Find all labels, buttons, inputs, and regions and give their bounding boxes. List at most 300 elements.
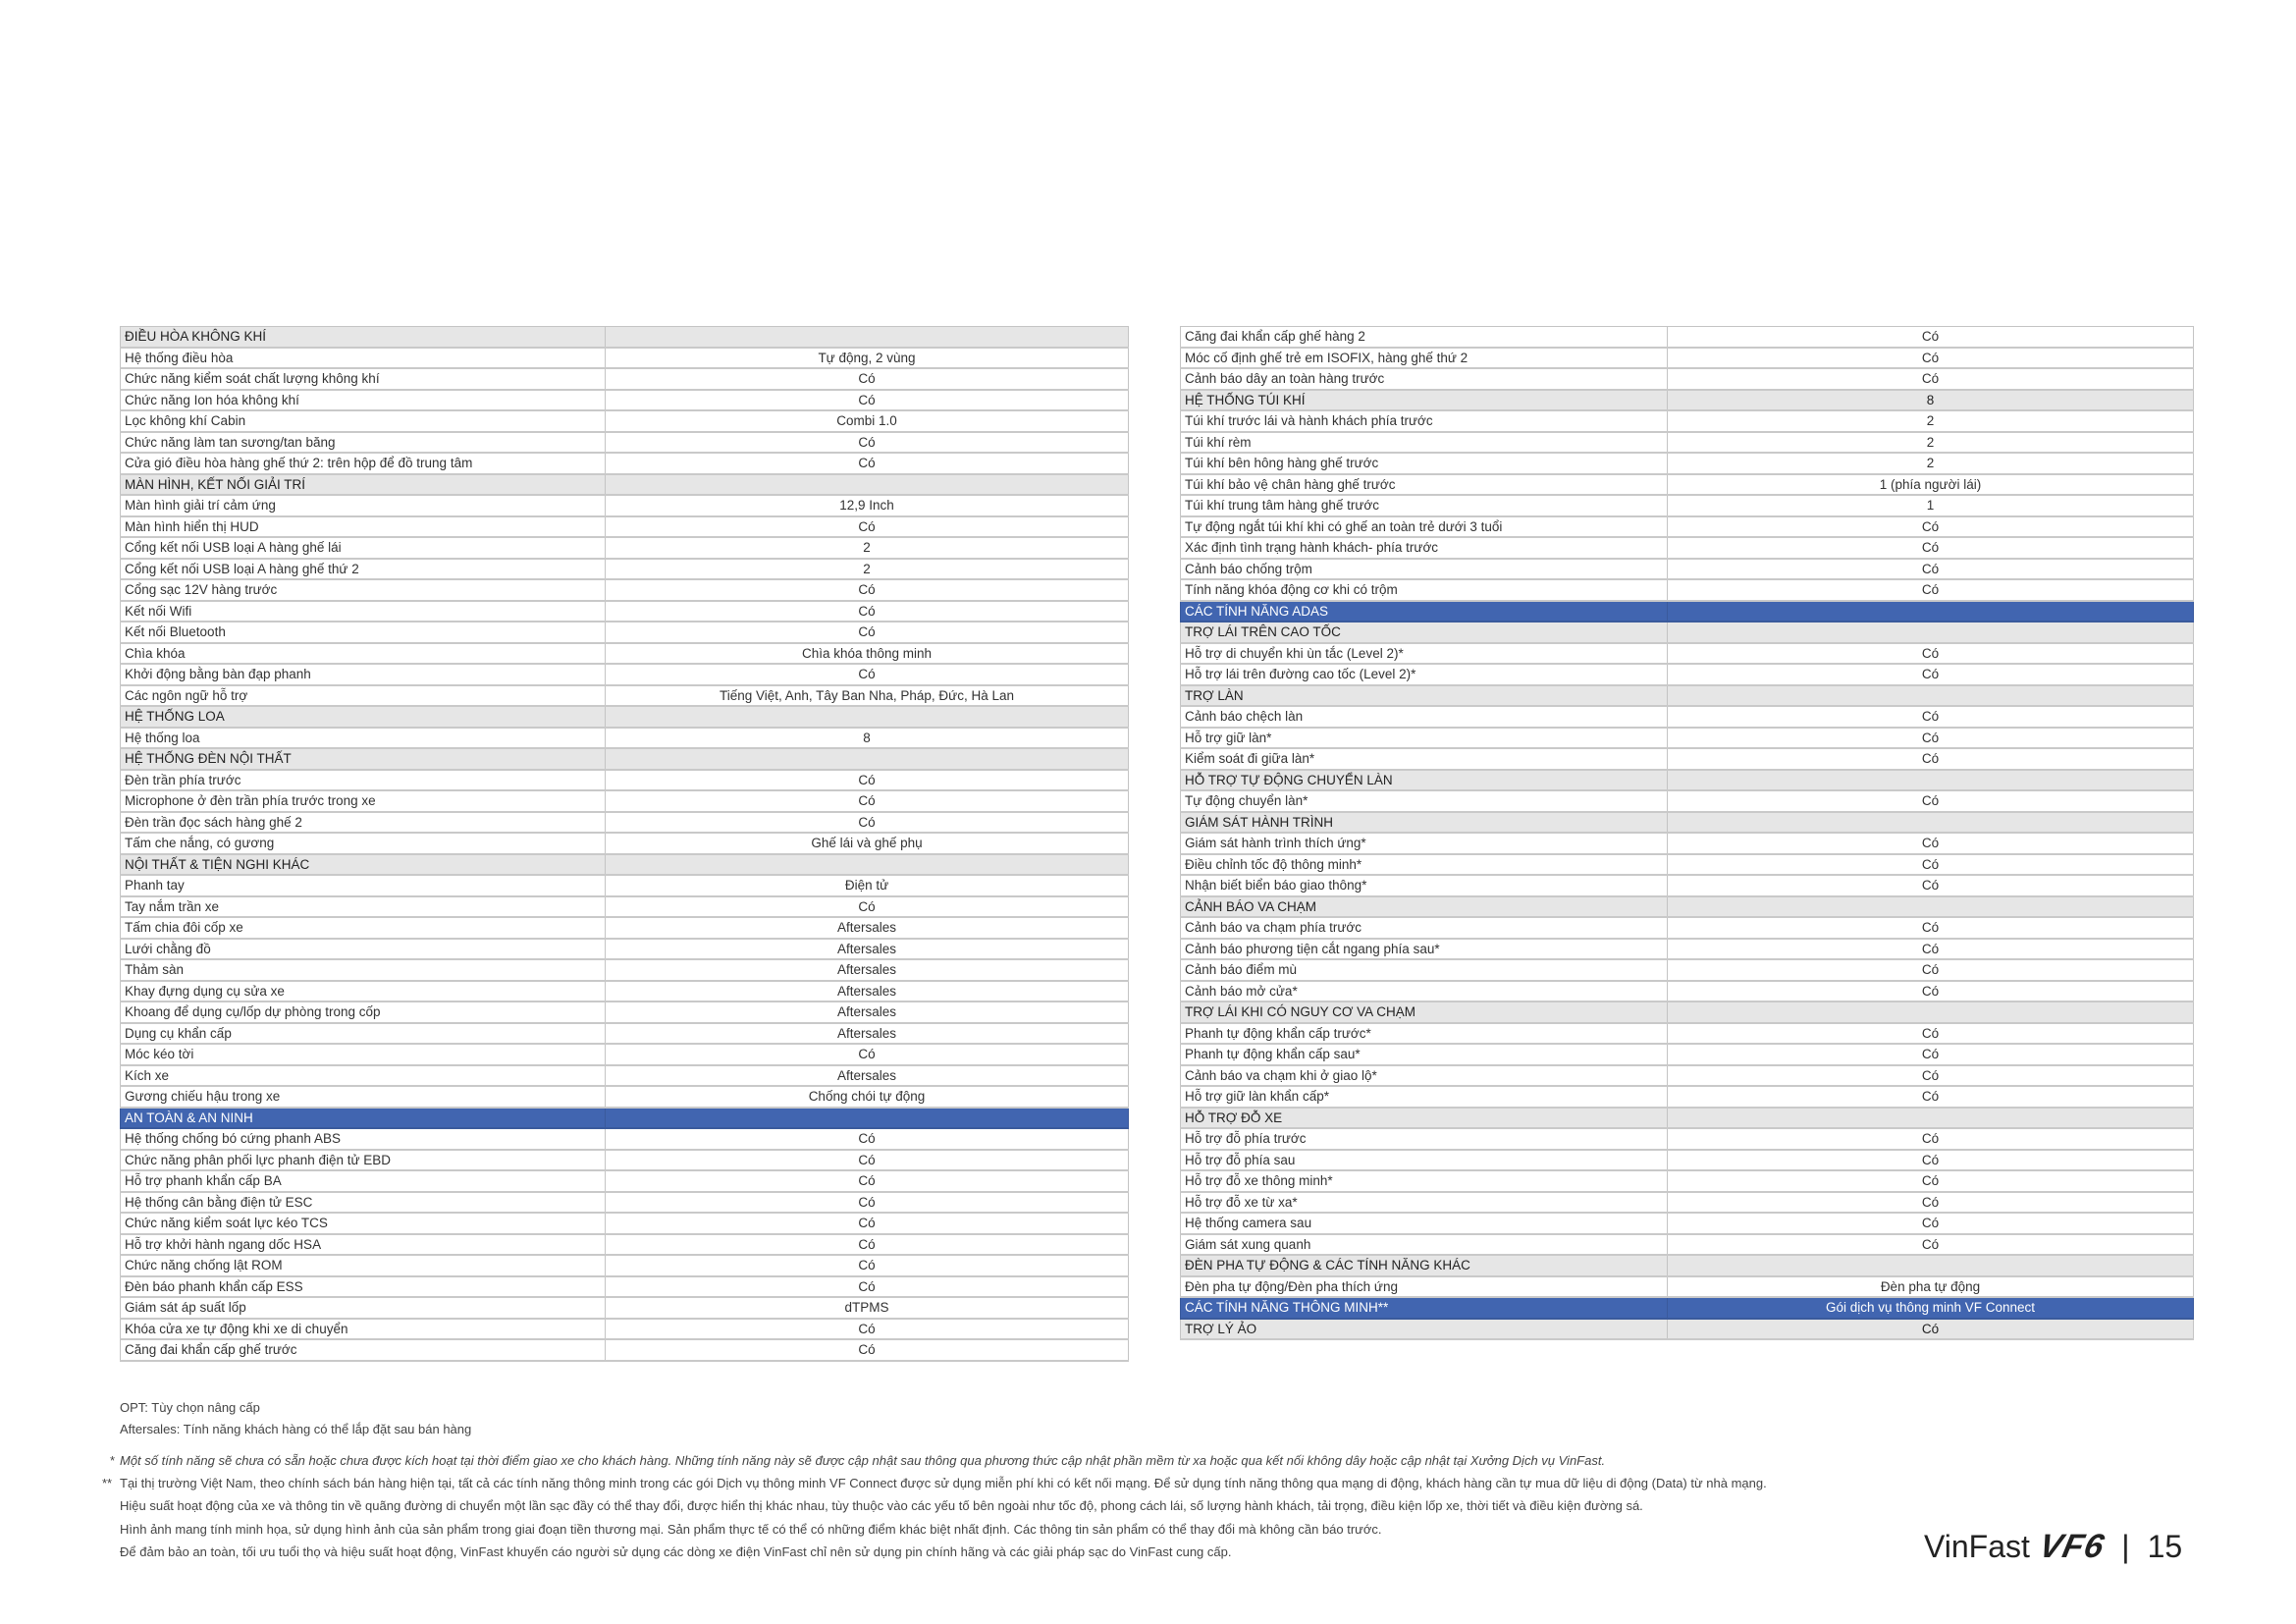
table-row bbox=[1181, 1213, 2194, 1234]
feature-value: Có bbox=[1668, 1023, 2194, 1045]
table-row bbox=[1181, 1170, 2194, 1192]
feature-label: NỘI THẤT & TIỆN NGHI KHÁC bbox=[121, 854, 606, 876]
table-row bbox=[1181, 410, 2194, 432]
feature-label: Microphone ở đèn trần phía trước trong xe bbox=[121, 790, 606, 812]
feature-value bbox=[606, 854, 1129, 876]
table-row bbox=[121, 453, 1129, 474]
feature-label: Cảnh báo va chạm phía trước bbox=[1181, 917, 1668, 939]
table-row bbox=[121, 664, 1129, 685]
feature-value: Có bbox=[1668, 1128, 2194, 1150]
feature-value bbox=[606, 748, 1129, 770]
table-row bbox=[121, 790, 1129, 812]
table-row bbox=[1181, 348, 2194, 369]
table-row bbox=[121, 981, 1129, 1002]
feature-label: Hệ thống loa bbox=[121, 728, 606, 749]
page-number: 15 bbox=[2147, 1529, 2183, 1564]
feature-value bbox=[1668, 601, 2194, 623]
table-row bbox=[1181, 1023, 2194, 1045]
note-safety: Để đảm bảo an toàn, tối ưu tuổi thọ và hiệu suất hoạt động, VinFast khuyến cáo người sử dụng các dòng xe điện VinFast chỉ nên sử dụng pin chính hãng và các giải pháp sạc do VinFast cung cấp. bbox=[120, 1544, 1232, 1559]
footer-separator: | bbox=[2121, 1529, 2130, 1564]
table-row bbox=[121, 1086, 1129, 1108]
feature-value bbox=[1668, 896, 2194, 918]
feature-label: Túi khí trung tâm hàng ghế trước bbox=[1181, 495, 1668, 516]
table-row bbox=[121, 1001, 1129, 1023]
model-logo: VF6 bbox=[2035, 1528, 2109, 1565]
feature-label: Hỗ trợ đỗ xe thông minh* bbox=[1181, 1170, 1668, 1192]
table-row bbox=[121, 685, 1129, 707]
feature-value: Có bbox=[606, 1339, 1129, 1361]
feature-label: Tính năng khóa động cơ khi có trộm bbox=[1181, 579, 1668, 601]
feature-value bbox=[1668, 1001, 2194, 1023]
table-row bbox=[121, 1170, 1129, 1192]
table-row bbox=[121, 601, 1129, 623]
feature-value: Có bbox=[606, 1319, 1129, 1340]
feature-value bbox=[1668, 1108, 2194, 1129]
feature-label: Hệ thống điều hòa bbox=[121, 348, 606, 369]
table-row bbox=[121, 1065, 1129, 1087]
feature-value: 1 (phía người lái) bbox=[1668, 474, 2194, 496]
section-header-row bbox=[121, 474, 1129, 496]
feature-label: Cổng sạc 12V hàng trước bbox=[121, 579, 606, 601]
feature-label: Tấm che nắng, có gương bbox=[121, 833, 606, 854]
feature-label: Chức năng kiểm soát lực kéo TCS bbox=[121, 1213, 606, 1234]
section-header-row bbox=[1181, 1255, 2194, 1276]
feature-value: Có bbox=[1668, 706, 2194, 728]
table-row bbox=[1181, 728, 2194, 749]
feature-label: Kích xe bbox=[121, 1065, 606, 1087]
feature-value: Aftersales bbox=[606, 1023, 1129, 1045]
feature-value: Aftersales bbox=[606, 917, 1129, 939]
table-row bbox=[1181, 537, 2194, 559]
section-header-row bbox=[1181, 1297, 2194, 1319]
feature-value: Có bbox=[1668, 1213, 2194, 1234]
feature-value: Có bbox=[1668, 1065, 2194, 1087]
feature-value: Ghế lái và ghế phụ bbox=[606, 833, 1129, 854]
feature-label: Màn hình hiển thị HUD bbox=[121, 516, 606, 538]
feature-value bbox=[606, 1108, 1129, 1129]
table-row bbox=[121, 1255, 1129, 1276]
feature-value: Có bbox=[1668, 917, 2194, 939]
feature-label: Khởi động bằng bàn đạp phanh bbox=[121, 664, 606, 685]
feature-value bbox=[1668, 622, 2194, 643]
feature-label: Khoang để dụng cụ/lốp dự phòng trong cốp bbox=[121, 1001, 606, 1023]
table-row bbox=[1181, 474, 2194, 496]
feature-label: ĐÈN PHA TỰ ĐỘNG & CÁC TÍNH NĂNG KHÁC bbox=[1181, 1255, 1668, 1276]
feature-label: Cửa gió điều hòa hàng ghế thứ 2: trên hộp để đồ trung tâm bbox=[121, 453, 606, 474]
feature-value: Có bbox=[606, 1255, 1129, 1276]
table-row bbox=[121, 875, 1129, 896]
note-opt: OPT: Tùy chọn nâng cấp bbox=[120, 1400, 260, 1415]
table-row bbox=[121, 348, 1129, 369]
feature-label: Hỗ trợ di chuyển khi ùn tắc (Level 2)* bbox=[1181, 643, 1668, 665]
feature-label: Kết nối Bluetooth bbox=[121, 622, 606, 643]
table-row bbox=[1181, 981, 2194, 1002]
feature-label: CÁC TÍNH NĂNG THÔNG MINH** bbox=[1181, 1297, 1668, 1319]
feature-value: Có bbox=[606, 812, 1129, 834]
table-row bbox=[1181, 875, 2194, 896]
table-row bbox=[1181, 432, 2194, 454]
feature-label: Chức năng kiểm soát chất lượng không khí bbox=[121, 368, 606, 390]
table-row bbox=[121, 833, 1129, 854]
note-aftersales: Aftersales: Tính năng khách hàng có thể lắp đặt sau bán hàng bbox=[120, 1422, 472, 1436]
feature-value: Có bbox=[1668, 790, 2194, 812]
feature-label: Túi khí bảo vệ chân hàng ghế trước bbox=[1181, 474, 1668, 496]
feature-value bbox=[606, 474, 1129, 496]
feature-label: Phanh tự động khẩn cấp trước* bbox=[1181, 1023, 1668, 1045]
feature-label: Kết nối Wifi bbox=[121, 601, 606, 623]
table-row bbox=[121, 410, 1129, 432]
feature-label: Tự động ngắt túi khí khi có ghế an toàn trẻ dưới 3 tuổi bbox=[1181, 516, 1668, 538]
table-row bbox=[121, 390, 1129, 411]
feature-value: Có bbox=[606, 1192, 1129, 1214]
feature-label: Đèn trần đọc sách hàng ghế 2 bbox=[121, 812, 606, 834]
feature-label: HỆ THỐNG LOA bbox=[121, 706, 606, 728]
feature-label: TRỢ LÝ ẢO bbox=[1181, 1319, 1668, 1340]
section-header-row bbox=[1181, 622, 2194, 643]
feature-value: Có bbox=[606, 1150, 1129, 1171]
brand-name: VinFast bbox=[1924, 1529, 2030, 1564]
table-row bbox=[1181, 833, 2194, 854]
feature-label: Hỗ trợ giữ làn khẩn cấp* bbox=[1181, 1086, 1668, 1108]
feature-label: Căng đai khẩn cấp ghế trước bbox=[121, 1339, 606, 1361]
feature-label: Xác định tình trạng hành khách- phía trước bbox=[1181, 537, 1668, 559]
feature-label: TRỢ LÁI TRÊN CAO TỐC bbox=[1181, 622, 1668, 643]
feature-label: GIÁM SÁT HÀNH TRÌNH bbox=[1181, 812, 1668, 834]
table-row bbox=[1181, 939, 2194, 960]
section-header-row bbox=[1181, 390, 2194, 411]
feature-value: Có bbox=[606, 790, 1129, 812]
feature-label: Các ngôn ngữ hỗ trợ bbox=[121, 685, 606, 707]
feature-value: 2 bbox=[1668, 453, 2194, 474]
feature-label: Hỗ trợ đỗ phía trước bbox=[1181, 1128, 1668, 1150]
feature-value: 2 bbox=[606, 559, 1129, 580]
note-performance: Hiệu suất hoạt động của xe và thông tin về quãng đường di chuyển một lần sạc đầy có thể thay đổi, được hiển thị khác nhau, tùy thuộc vào các yếu tố bên ngoài như tốc độ, phong cách lái, số lượng hành khách, tải trọng, điều kiện lốp xe, thời tiết và điều kiện đường sá. bbox=[120, 1498, 1643, 1513]
feature-value bbox=[606, 327, 1129, 348]
table-row bbox=[121, 1150, 1129, 1171]
feature-label: HỖ TRỢ ĐỖ XE bbox=[1181, 1108, 1668, 1129]
table-row bbox=[121, 770, 1129, 791]
feature-value: Có bbox=[1668, 559, 2194, 580]
feature-label: TRỢ LÀN bbox=[1181, 685, 1668, 707]
section-header-row bbox=[1181, 685, 2194, 707]
feature-label: Cảnh báo dây an toàn hàng trước bbox=[1181, 368, 1668, 390]
feature-value: Có bbox=[1668, 1319, 2194, 1340]
feature-value: Có bbox=[1668, 939, 2194, 960]
feature-value: Có bbox=[606, 1170, 1129, 1192]
feature-label: Lọc không khí Cabin bbox=[121, 410, 606, 432]
feature-label: Chức năng làm tan sương/tan băng bbox=[121, 432, 606, 454]
feature-label: Tự động chuyển làn* bbox=[1181, 790, 1668, 812]
feature-value: Chìa khóa thông minh bbox=[606, 643, 1129, 665]
feature-label: Cảnh báo chống trộm bbox=[1181, 559, 1668, 580]
table-row bbox=[121, 1339, 1129, 1361]
table-row bbox=[121, 1044, 1129, 1065]
feature-label: Dụng cụ khẩn cấp bbox=[121, 1023, 606, 1045]
feature-value: Có bbox=[1668, 959, 2194, 981]
feature-value: Có bbox=[1668, 854, 2194, 876]
feature-label: Đèn báo phanh khẩn cấp ESS bbox=[121, 1276, 606, 1298]
feature-value: 2 bbox=[1668, 432, 2194, 454]
feature-label: Điều chỉnh tốc độ thông minh* bbox=[1181, 854, 1668, 876]
table-row bbox=[121, 368, 1129, 390]
feature-value: Có bbox=[1668, 981, 2194, 1002]
table-row bbox=[1181, 579, 2194, 601]
feature-label: Túi khí bên hông hàng ghế trước bbox=[1181, 453, 1668, 474]
note-dstar: Tại thị trường Việt Nam, theo chính sách bán hàng hiện tại, tất cả các tính năng thông minh trong các gói Dịch vụ thông minh VF Connect được sử dụng miễn phí khi có kết nối mạng. Để sử dụng tính năng thông qua mạng di động, khách hàng cần tự mua dữ liệu di động (Data) từ nhà mạng. bbox=[120, 1476, 1767, 1490]
feature-label: Kiểm soát đi giữa làn* bbox=[1181, 748, 1668, 770]
feature-value: Có bbox=[606, 579, 1129, 601]
feature-label: Túi khí rèm bbox=[1181, 432, 1668, 454]
feature-value: Có bbox=[606, 664, 1129, 685]
feature-label: Giám sát hành trình thích ứng* bbox=[1181, 833, 1668, 854]
feature-label: Chức năng Ion hóa không khí bbox=[121, 390, 606, 411]
feature-label: Giám sát xung quanh bbox=[1181, 1234, 1668, 1256]
table-row bbox=[121, 622, 1129, 643]
note-star-mark: * bbox=[110, 1453, 116, 1468]
feature-label: Cảnh báo va chạm khi ở giao lộ* bbox=[1181, 1065, 1668, 1087]
table-row bbox=[121, 495, 1129, 516]
feature-value: 8 bbox=[606, 728, 1129, 749]
feature-label: Đèn pha tự động/Đèn pha thích ứng bbox=[1181, 1276, 1668, 1298]
feature-label: Hệ thống chống bó cứng phanh ABS bbox=[121, 1128, 606, 1150]
feature-value: Có bbox=[606, 1044, 1129, 1065]
feature-label: Chức năng phân phối lực phanh điện tử EBD bbox=[121, 1150, 606, 1171]
feature-label: Hệ thống camera sau bbox=[1181, 1213, 1668, 1234]
feature-label: Cảnh báo chệch làn bbox=[1181, 706, 1668, 728]
table-row bbox=[1181, 1044, 2194, 1065]
feature-value: Có bbox=[1668, 643, 2194, 665]
feature-value: Có bbox=[1668, 1192, 2194, 1214]
feature-label: Tấm chia đôi cốp xe bbox=[121, 917, 606, 939]
feature-label: Nhận biết biển báo giao thông* bbox=[1181, 875, 1668, 896]
table-row bbox=[121, 643, 1129, 665]
feature-value: Có bbox=[1668, 875, 2194, 896]
feature-label: AN TOÀN & AN NINH bbox=[121, 1108, 606, 1129]
table-row bbox=[1181, 643, 2194, 665]
feature-value: Có bbox=[1668, 348, 2194, 369]
feature-value: Có bbox=[1668, 1234, 2194, 1256]
feature-label: Phanh tay bbox=[121, 875, 606, 896]
feature-value: Có bbox=[1668, 833, 2194, 854]
feature-label: Tay nắm trần xe bbox=[121, 896, 606, 918]
table-row bbox=[1181, 706, 2194, 728]
note-star: Một số tính năng sẽ chưa có sẵn hoặc chưa được kích hoạt tại thời điểm giao xe cho khách hàng. Những tính năng này sẽ được cập nhật sau thông qua phương thức cập nhật phần mềm từ xa hoặc qua kết nối không dây hoặc cập nhật tại Xưởng Dịch vụ VinFast. bbox=[120, 1453, 1606, 1468]
feature-value: Có bbox=[606, 1128, 1129, 1150]
feature-value: Aftersales bbox=[606, 939, 1129, 960]
feature-label: HỖ TRỢ TỰ ĐỘNG CHUYỂN LÀN bbox=[1181, 770, 1668, 791]
feature-value: Aftersales bbox=[606, 1065, 1129, 1087]
table-row bbox=[121, 1276, 1129, 1298]
feature-value: Có bbox=[606, 390, 1129, 411]
table-row bbox=[121, 1234, 1129, 1256]
feature-value: Đèn pha tự động bbox=[1668, 1276, 2194, 1298]
feature-label: ĐIỀU HÒA KHÔNG KHÍ bbox=[121, 327, 606, 348]
feature-label: Móc cố định ghế trẻ em ISOFIX, hàng ghế thứ 2 bbox=[1181, 348, 1668, 369]
feature-value bbox=[1668, 1255, 2194, 1276]
feature-label: Cổng kết nối USB loại A hàng ghế thứ 2 bbox=[121, 559, 606, 580]
feature-value: Có bbox=[1668, 1150, 2194, 1171]
feature-value bbox=[1668, 812, 2194, 834]
section-header-row bbox=[121, 706, 1129, 728]
table-row bbox=[1181, 327, 2194, 348]
table-row bbox=[1181, 1234, 2194, 1256]
note-dstar-mark: ** bbox=[102, 1476, 113, 1490]
feature-value: Có bbox=[606, 601, 1129, 623]
section-header-row bbox=[1181, 1001, 2194, 1023]
feature-value: Có bbox=[606, 432, 1129, 454]
table-row bbox=[121, 728, 1129, 749]
table-row bbox=[121, 537, 1129, 559]
feature-label: Gương chiếu hậu trong xe bbox=[121, 1086, 606, 1108]
table-row bbox=[1181, 1128, 2194, 1150]
feature-value: Có bbox=[606, 453, 1129, 474]
feature-label: Hỗ trợ lái trên đường cao tốc (Level 2)* bbox=[1181, 664, 1668, 685]
section-header-row bbox=[121, 1108, 1129, 1129]
feature-value: Có bbox=[1668, 1044, 2194, 1065]
section-header-row bbox=[1181, 601, 2194, 623]
table-row bbox=[121, 959, 1129, 981]
feature-value: Gói dịch vụ thông minh VF Connect bbox=[1668, 1297, 2194, 1319]
table-row bbox=[1181, 1065, 2194, 1087]
feature-label: Hỗ trợ giữ làn* bbox=[1181, 728, 1668, 749]
table-row bbox=[121, 432, 1129, 454]
feature-label: Thảm sàn bbox=[121, 959, 606, 981]
feature-label: Căng đai khẩn cấp ghế hàng 2 bbox=[1181, 327, 1668, 348]
feature-label: Giám sát áp suất lốp bbox=[121, 1297, 606, 1319]
feature-value: Có bbox=[606, 368, 1129, 390]
section-header-row bbox=[1181, 1319, 2194, 1340]
feature-label: HỆ THỐNG ĐÈN NỘI THẤT bbox=[121, 748, 606, 770]
section-header-row bbox=[1181, 812, 2194, 834]
table-row bbox=[121, 516, 1129, 538]
table-row bbox=[1181, 368, 2194, 390]
table-row bbox=[1181, 1150, 2194, 1171]
table-row bbox=[121, 1023, 1129, 1045]
feature-label: Chìa khóa bbox=[121, 643, 606, 665]
table-row bbox=[121, 939, 1129, 960]
feature-label: Móc kéo tời bbox=[121, 1044, 606, 1065]
feature-value: Có bbox=[1668, 516, 2194, 538]
table-row bbox=[1181, 959, 2194, 981]
table-row bbox=[1181, 664, 2194, 685]
feature-value: Có bbox=[1668, 748, 2194, 770]
feature-value: Có bbox=[606, 1213, 1129, 1234]
feature-label: Hỗ trợ đỗ phía sau bbox=[1181, 1150, 1668, 1171]
feature-label: Cảnh báo điểm mù bbox=[1181, 959, 1668, 981]
feature-label: HỆ THỐNG TÚI KHÍ bbox=[1181, 390, 1668, 411]
feature-value: Aftersales bbox=[606, 959, 1129, 981]
section-header-row bbox=[121, 854, 1129, 876]
feature-value: Có bbox=[1668, 368, 2194, 390]
feature-label: TRỢ LÁI KHI CÓ NGUY CƠ VA CHẠM bbox=[1181, 1001, 1668, 1023]
table-row bbox=[121, 896, 1129, 918]
feature-label: Phanh tự động khẩn cấp sau* bbox=[1181, 1044, 1668, 1065]
table-row bbox=[1181, 1192, 2194, 1214]
table-row bbox=[121, 1213, 1129, 1234]
feature-label: MÀN HÌNH, KẾT NỐI GIẢI TRÍ bbox=[121, 474, 606, 496]
feature-value: Có bbox=[606, 896, 1129, 918]
feature-value: Chống chói tự động bbox=[606, 1086, 1129, 1108]
table-row bbox=[1181, 917, 2194, 939]
feature-value: Có bbox=[606, 516, 1129, 538]
feature-label: Hệ thống cân bằng điện tử ESC bbox=[121, 1192, 606, 1214]
feature-label: Lưới chằng đồ bbox=[121, 939, 606, 960]
table-row bbox=[121, 1128, 1129, 1150]
feature-value: Có bbox=[1668, 537, 2194, 559]
feature-value: Có bbox=[1668, 664, 2194, 685]
section-header-row bbox=[121, 327, 1129, 348]
feature-value: Có bbox=[1668, 728, 2194, 749]
feature-label: Chức năng chống lật ROM bbox=[121, 1255, 606, 1276]
feature-value: 12,9 Inch bbox=[606, 495, 1129, 516]
feature-value: 1 bbox=[1668, 495, 2194, 516]
feature-value bbox=[606, 706, 1129, 728]
table-row bbox=[121, 1192, 1129, 1214]
table-row bbox=[1181, 516, 2194, 538]
feature-value: Có bbox=[1668, 327, 2194, 348]
table-row bbox=[1181, 1086, 2194, 1108]
feature-label: Cổng kết nối USB loại A hàng ghế lái bbox=[121, 537, 606, 559]
table-row bbox=[121, 579, 1129, 601]
table-row bbox=[121, 1319, 1129, 1340]
section-header-row bbox=[1181, 1108, 2194, 1129]
feature-label: Hỗ trợ khởi hành ngang dốc HSA bbox=[121, 1234, 606, 1256]
section-header-row bbox=[1181, 896, 2194, 918]
feature-label: Khay đựng dụng cụ sửa xe bbox=[121, 981, 606, 1002]
feature-label: Cảnh báo phương tiện cắt ngang phía sau* bbox=[1181, 939, 1668, 960]
footer-brand bbox=[1924, 1528, 2182, 1566]
feature-value: Aftersales bbox=[606, 981, 1129, 1002]
table-row bbox=[121, 559, 1129, 580]
feature-value: Điện tử bbox=[606, 875, 1129, 896]
feature-value bbox=[1668, 685, 2194, 707]
note-images: Hình ảnh mang tính minh họa, sử dụng hình ảnh của sản phẩm trong giai đoạn tiền thương mại. Sản phẩm thực tế có thể có những điểm khác biệt nhất định. Các thông tin sản phẩm có thể thay đổi mà không cần báo trước. bbox=[120, 1522, 1382, 1537]
feature-value: Có bbox=[606, 1234, 1129, 1256]
feature-value: Có bbox=[1668, 1170, 2194, 1192]
feature-value: Tự động, 2 vùng bbox=[606, 348, 1129, 369]
feature-value: Có bbox=[606, 770, 1129, 791]
table-row bbox=[1181, 1276, 2194, 1298]
table-row bbox=[1181, 453, 2194, 474]
feature-value: Aftersales bbox=[606, 1001, 1129, 1023]
feature-value: Combi 1.0 bbox=[606, 410, 1129, 432]
spec-table-right bbox=[1180, 326, 2194, 1340]
feature-label: Đèn trần phía trước bbox=[121, 770, 606, 791]
section-header-row bbox=[121, 748, 1129, 770]
table-row bbox=[121, 812, 1129, 834]
feature-value: Tiếng Việt, Anh, Tây Ban Nha, Pháp, Đức, Hà Lan bbox=[606, 685, 1129, 707]
feature-value: Có bbox=[606, 1276, 1129, 1298]
feature-label: Túi khí trước lái và hành khách phía trước bbox=[1181, 410, 1668, 432]
feature-value: dTPMS bbox=[606, 1297, 1129, 1319]
feature-label: Hỗ trợ phanh khẩn cấp BA bbox=[121, 1170, 606, 1192]
table-row bbox=[1181, 495, 2194, 516]
feature-value: 2 bbox=[606, 537, 1129, 559]
feature-label: Màn hình giải trí cảm ứng bbox=[121, 495, 606, 516]
table-row bbox=[121, 1297, 1129, 1319]
feature-label: CẢNH BÁO VA CHẠM bbox=[1181, 896, 1668, 918]
feature-value: Có bbox=[1668, 1086, 2194, 1108]
feature-label: CÁC TÍNH NĂNG ADAS bbox=[1181, 601, 1668, 623]
table-row bbox=[1181, 559, 2194, 580]
feature-value bbox=[1668, 770, 2194, 791]
feature-label: Hỗ trợ đỗ xe từ xa* bbox=[1181, 1192, 1668, 1214]
feature-value: Có bbox=[1668, 579, 2194, 601]
spec-table-left bbox=[120, 326, 1129, 1362]
table-row bbox=[1181, 790, 2194, 812]
table-row bbox=[121, 917, 1129, 939]
feature-value: 2 bbox=[1668, 410, 2194, 432]
